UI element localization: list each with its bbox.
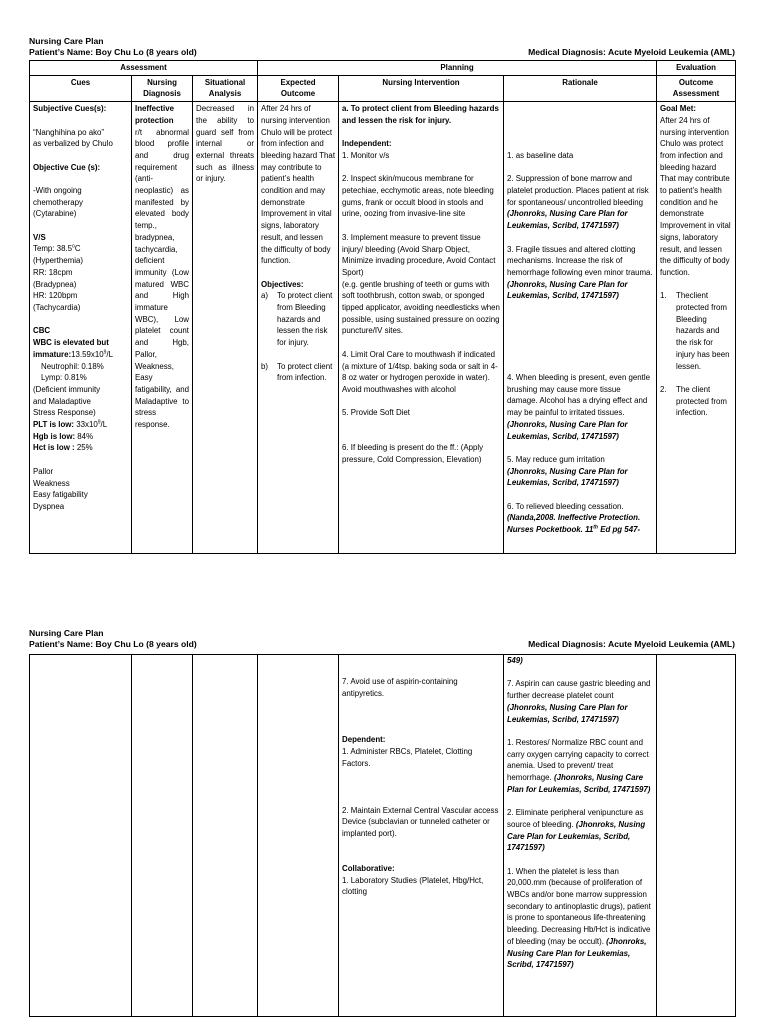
header-nursing-diagnosis: Nursing Diagnosis — [132, 75, 193, 101]
care-plan-row-continued — [30, 655, 736, 1017]
header-situational-analysis: Situational Analysis — [193, 75, 258, 101]
evaluation-cell-2 — [657, 655, 736, 1017]
header-expected-outcome: Expected Outcome — [258, 75, 339, 101]
expected-outcome-cell: After 24 hrs of nursing intervention Chulo will be protect from infection and bleeding hazard That may contribute to patient’s health condition and may demonstrate Improvement in vital signs, laboratory result, and lessen the difficulty of body function. Objectives: a) To protect client from Bleeding hazards and lessen the risk for injury. b) To protect client from infection. — [258, 102, 339, 554]
medical-diagnosis-2: Medical Diagnosis: Acute Myeloid Leukemia (AML) — [528, 639, 735, 649]
rationale-cell-2: 549) 7. Aspirin can cause gastric bleeding and further decrease platelet count (Jhonroks, Nusing Care Plan for Leukemias, Scribd, 17471597) 1. Restores/ Normalize RBC count and carry oxygen carrying capacity to correct anemia. Used to prevent/ treat hemorrhage. (Jhonroks, Nusing Care Plan for Leukemias, Scribd, 17471597) 2. Eliminate peripheral venipuncture as source of bleeding. (Jhonroks, Nusing Care Plan for Leukemias, Scribd, 17471597) 1. When the platelet is less than 20,000.mm (because of proliferation of WBCs and/or bone marrow suppression secondary to antinoplastic drugs), patient is prone to spontaneous life-threatening bleeding. Decreasing Hb/Hct is indicative of bleeding (may be occult). (Jhonroks, Nusing Care Plan for Leukemias, Scribd, 17471597) — [504, 655, 657, 1017]
nursing-intervention-cell: a. To protect client from Bleeding hazards and lessen the risk for injury. Independent: 1. Monitor v/s 2. Inspect skin/mucous membrane for petechiae, ecchymotic areas, note bleeding gums, frank or occult blood in stools and urine, oozing from invasive-line site 3. Implement measure to prevent tissue injury/ bleeding (Avoid Sharp Object, Minimize invading procedure, Avoid Contact Sport) (e.g. gentle brushing of teeth or gums with soft toothbrush, cotton swab, or sponged tipped applicator, avoiding needlesticks when possible, using sustained pressure on oozing puncture/IV sites. 4. Limit Oral Care to mouthwash if indicated (a mixture of 1/4tsp. baking soda or salt in 4-8 oz water or hydrogen peroxide in water). Avoid mouthwashes with alcohol 5. Provide Soft Diet 6. If bleeding is present do the ff.: (Apply pressure, Cold Compression, Elevation) — [339, 102, 504, 554]
header-rationale: Rationale — [504, 75, 657, 101]
document-title: Nursing Care Plan — [29, 36, 104, 46]
header-assessment: Assessment — [30, 61, 258, 76]
cues-cell-2 — [30, 655, 132, 1017]
document-title-2: Nursing Care Plan — [29, 628, 104, 638]
header-evaluation: Evaluation — [657, 61, 736, 76]
document-header-2 — [29, 628, 735, 650]
situational-analysis-cell-2 — [193, 655, 258, 1017]
evaluation-cell: Goal Met: After 24 hrs of nursing intervention Chulo was protect from infection and bleeding hazard That may contribute to patient’s health condition and he demonstrate Improvement in vital signs, laboratory result, and lessen the difficulty of body function. 1. Theclient protected from Bleeding hazards and the risk for injury has been lessen. 2. The client protected from infection. — [657, 102, 736, 554]
nursing-intervention-cell-2: 7. Avoid use of aspirin-containing antipyretics. Dependent: 1. Administer RBCs, Platelet, Clotting Factors. 2. Maintain External Central Vascular access Device (subclavian or tunneled catheter or implanted port). Collaborative: 1. Laboratory Studies (Platelet, Hbg/Hct, clotting — [339, 655, 504, 1017]
situational-analysis-cell: Decreased in the ability to guard self from internal or external threats such as illness or injury. — [193, 102, 258, 554]
header-outcome-assessment: Outcome Assessment — [657, 75, 736, 101]
nursing-diagnosis-cell: Ineffective protection r/t abnormal blood profile and drug requirement (anti-neoplastic) as manifested by elevated body temp., bradypnea, tachycardia, deficient immunity (Low matured WBC and High immature WBC), Low platelet count and Hgb, Pallor, Weakness, Easy fatigability, and Maladaptive to stress response. — [132, 102, 193, 554]
header-row-2 — [30, 75, 736, 101]
care-plan-row — [30, 102, 736, 554]
medical-diagnosis: Medical Diagnosis: Acute Myeloid Leukemia (AML) — [528, 47, 735, 57]
header-planning: Planning — [258, 61, 657, 76]
care-plan-table-continued — [29, 654, 736, 1017]
cues-cell: Subjective Cues(s): “Nanghihina po ako” as verbalized by Chulo Objective Cue (s): -With ongoing chemotherapy (Cytarabine) V/S Temp: 38.5$^o$C (Hyperthemia) RR: 18cpm (Bradypnea) HR: 120bpm (Tachycardia) CBC WBC is elevated but $immature:13.59x10^9/L$ Neutrophil: 0.18% Lymp: 0.81% (Deficient immunity and Maladaptive Stress Response) PLT is low: $33x10^9/L$ Hgb is low: 84% Hct is low : 25% Pallor Weakness Easy fatigability Dyspnea — [30, 102, 132, 554]
expected-outcome-cell-2 — [258, 655, 339, 1017]
document-header — [29, 36, 735, 58]
header-cues: Cues — [30, 75, 132, 101]
care-plan-table — [29, 60, 736, 554]
nursing-diagnosis-cell-2 — [132, 655, 193, 1017]
rationale-cell: 1. as baseline data 2. Suppression of bone marrow and platelet production. Places patient at risk for spontaneous/ uncontrolled bleeding (Jhonroks, Nusing Care Plan for Leukemias, Scribd, 17471597) 3. Fragile tissues and altered clotting mechanisms. Increase the risk of hemorrhage following even minor trauma. (Jhonroks, Nusing Care Plan for Leukemias, Scribd, 17471597) 4. When bleeding is present, even gentle brushing may cause more tissue damage. Alcohol has a drying effect and may be painful to irritated tissues. (Jhonroks, Nusing Care Plan for Leukemias, Scribd, 17471597) 5. May reduce gum irritation (Jhonroks, Nusing Care Plan for Leukemias, Scribd, 17471597) 6. To relieved bleeding cessation. (Nanda,2008. Ineffective Protection. Nurses Pocketbook. 11th Ed pg 547- — [504, 102, 657, 554]
patient-name-2: Patient’s Name: Boy Chu Lo (8 years old) — [29, 639, 197, 649]
header-row-1 — [30, 61, 736, 76]
header-nursing-intervention: Nursing Intervention — [339, 75, 504, 101]
patient-name: Patient’s Name: Boy Chu Lo (8 years old) — [29, 47, 197, 57]
